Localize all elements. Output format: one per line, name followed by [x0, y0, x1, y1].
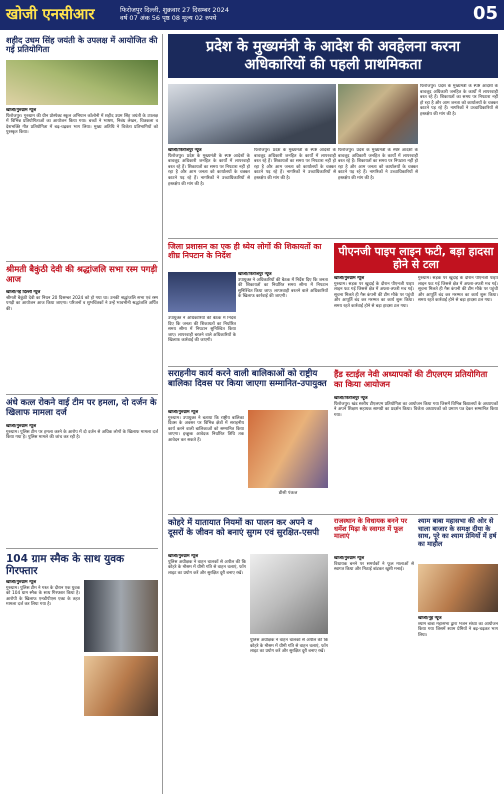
rajasthan-headline: राजस्थान के विधायक बनने पर धर्मेश मिढ़ा के स्वागत में फूल मालाएं [334, 517, 408, 541]
png-headline: पीएनजी पाइप लाइन फटी, बड़ा हादसा होने से टला [334, 243, 498, 273]
portrait-caption: डीसी पंकज [278, 491, 298, 496]
tribute-headline: श्रीमती बैकुंठी देवी की श्रद्धांजलि सभा रस्म पगड़ी आज [6, 265, 158, 285]
girl-child-headline: सराहनीय कार्य करने वाली बालिकाओं को राष्ट्रीय बालिका दिवस पर किया जाएगा सम्मानित-उपायुक्त [168, 369, 327, 389]
traffic-body-2: पुलिस अधीक्षक ने वाहन चालकों से अपील की कि कोहरे के मौसम में धीमी गति से वाहन चलाएं, फॉग लाइट का प्रयोग करें और सुरक्षित दूरी बनाए रखें। [250, 638, 328, 655]
smack-body: खोजी/गुरुग्राम न्यूज गुरुग्राम। पुलिस टीम ने गश्त के दौरान एक युवक को 104 ग्राम स्मैक के साथ गिरफ्तार किया है। आरोपी के खिलाफ एनडीपीएस एक्ट के तहत मामला दर्ज कर लिया गया है। [6, 580, 80, 608]
rajasthan-body: खोजी/गुरुग्राम न्यूज विधायक बनने पर समर्थकों ने फूल मालाओं से स्वागत किया और मिठाई बांटकर खुशी मनाई। [334, 556, 414, 573]
cm-body-col3: फिरोजपुर। प्रदेश के मुख्यमंत्री के स्पष्ट आदेशों के बावजूद अधिकारी जनहित के कार्यों में लापरवाही बरत रहे हैं। शिकायतों का समय पर निपटारा नहीं हो रहा है और आम जनता को कार्यालयों के चक्कर काटने पड़ रहे हैं। नागरिकों ने उच्चाधिकारियों से हस्तक्षेप की मांग की है। [420, 84, 498, 117]
portrait-photo [248, 410, 328, 488]
tribute-body: खोजी/नई दिल्ली न्यूज श्रीमती बैकुंठी देवी का निधन 20 दिसम्बर 2024 को हो गया था। उनकी श्रद्धांजलि सभा एवं रस्म पगड़ी का आयोजन आज किया जाएगा। परिजनों व शुभचिंतकों ने उन्हें भावभीनी श्रद्धांजलि अर्पित की। [6, 290, 158, 312]
martyr-headline: शहीद उधम सिंह जयंती के उपलक्ष में आयोजित की गई प्रतियोगिता [6, 35, 158, 55]
smack-headline: 104 ग्राम स्मैक के साथ युवक गिरफ्तार [6, 553, 125, 578]
girl-child-body: खोजी/गुरुग्राम न्यूज गुरुग्राम। उपायुक्त ने बताया कि राष्ट्रीय बालिका दिवस के अवसर पर विभिन्न क्षेत्रों में सराहनीय कार्य करने वाली बालिकाओं को सम्मानित किया जाएगा। इच्छुक आवेदक निर्धारित तिथि तक आवेदन कर सकते हैं। [168, 410, 244, 443]
blind-case-headline: अंधे कत्ल रोकने वाई टीम पर हमला, दो दर्जन के खिलाफ मामला दर्ज [6, 398, 157, 418]
students-photo [6, 60, 158, 105]
column-divider [162, 34, 163, 794]
shyam-body: खोजी/नूंह न्यूज श्याम बाबा महासभा द्वारा भजन संध्या का आयोजन किया गया जिसमें श्याम प्रेमियों ने बढ़-चढ़कर भाग लिया। [418, 616, 498, 638]
traffic-headline: कोहरे में यातायात नियमों का पालन कर अपने व दूसरों के जीवन को बनाएं सुगम एवं सुरक्षित-एसपी [168, 517, 320, 537]
divider [168, 366, 498, 367]
cm-body-col2b: फिरोजपुर। प्रदेश के मुख्यमंत्री के स्पष्ट आदेशों के बावजूद अधिकारी जनहित के कार्यों में लापरवाही बरत रहे हैं। शिकायतों का समय पर निपटारा नहीं हो रहा है और आम जनता को कार्यालयों के चक्कर काटने पड़ रहे हैं। नागरिकों ने उच्चाधिकारियों से हस्तक्षेप की मांग की है। [338, 148, 418, 181]
sp-photo [250, 554, 328, 634]
tlm-body: खोजी/फिरोजपुर न्यूज फिरोजपुर। खंड स्तरीय टीएलएम प्रतियोगिता का आयोजन किया गया जिसमें विभिन्न विद्यालयों के अध्यापकों ने अपने शिक्षण सहायक सामग्री का प्रदर्शन किया। विजेता अध्यापकों को प्रमाण पत्र देकर सम्मानित किया गया। [334, 396, 498, 418]
divider [6, 394, 158, 395]
newspaper-title: खोजी एनसीआर [6, 5, 95, 23]
district-body-2: उपायुक्त ने अधिकारियों की बैठक में निर्देश दिए कि जनता की शिकायतों का निर्धारित समय सीमा में निपटान सुनिश्चित किया जाए। लापरवाही बरतने वाले अधिकारियों के खिलाफ कार्रवाई की जाएगी। [168, 316, 236, 344]
bhajan-photo [418, 564, 498, 612]
divider [168, 514, 498, 515]
district-body: खोजी/फिरोजपुर न्यूज उपायुक्त ने अधिकारियों की बैठक में निर्देश दिए कि जनता की शिकायतों का निर्धारित समय सीमा में निपटान सुनिश्चित किया जाए। लापरवाही बरतने वाले अधिकारियों के खिलाफ कार्रवाई की जाएगी। [238, 272, 328, 300]
cm-body-col2: फिरोजपुर। प्रदेश के मुख्यमंत्री के स्पष्ट आदेशों के बावजूद अधिकारी जनहित के कार्यों में लापरवाही बरत रहे हैं। शिकायतों का समय पर निपटारा नहीं हो रहा है और आम जनता को कार्यालयों के चक्कर काटने पड़ रहे हैं। नागरिकों ने उच्चाधिकारियों से हस्तक्षेप की मांग की है। [254, 148, 336, 181]
blind-case-body: खोजी/गुरुग्राम न्यूज गुरुग्राम। पुलिस टीम पर हमला करने के आरोप में दो दर्जन से अधिक लोगों के खिलाफ मामला दर्ज किया गया है। पुलिस मामले की जांच कर रही है। [6, 424, 158, 441]
cm-body-col1: खोजी/फिरोजपुर न्यूज फिरोजपुर। प्रदेश के मुख्यमंत्री के स्पष्ट आदेशों के बावजूद अधिकारी जनहित के कार्यों में लापरवाही बरत रहे हैं। शिकायतों का समय पर निपटारा नहीं हो रहा है और आम जनता को कार्यालयों के चक्कर काटने पड़ रहे हैं। नागरिकों ने उच्चाधिकारियों से हस्तक्षेप की मांग की है। [168, 148, 250, 187]
page-number: 05 [472, 3, 498, 24]
car-photo [168, 84, 336, 144]
district-headline: जिला प्रशासन का एक ही ध्येय लोगों की शिकायतों का शीघ्र निपटान के निर्देश [168, 242, 322, 260]
divider [6, 261, 158, 262]
traffic-body: खोजी/गुरुग्राम न्यूज पुलिस अधीक्षक ने वाहन चालकों से अपील की कि कोहरे के मौसम में धीमी गति से वाहन चलाएं, फॉग लाइट का प्रयोग करें और सुरक्षित दूरी बनाए रखें। [168, 554, 246, 576]
divider [6, 548, 158, 549]
accused-photo [84, 656, 158, 716]
tlm-headline: हैंड स्टाईल नेवी अध्यापकों की टीएलएम प्रतियोगिता का किया आयोजन [334, 369, 488, 389]
shyam-headline: श्याम बाबा महासभा की ओर से चाला बाजार के समक्ष दीया के साथ, पूरे का श्याम प्रेमियों में हर्ष का माहौल [418, 517, 497, 548]
meeting-photo [168, 272, 236, 312]
png-body: खोजी/गुरुग्राम न्यूज गुरुग्राम। सड़क पर खुदाई के दौरान पीएनजी पाइप लाइन फट गई जिससे क्षेत्र में अफरा-तफरी मच गई। सूचना मिलते ही गैस कंपनी की टीम मौके पर पहुंची और आपूर्ति बंद कर मरम्मत का कार्य शुरू किया। समय रहते कार्रवाई होने से बड़ा हादसा टल गया। [334, 276, 414, 309]
cm-headline: प्रदेश के मुख्यमंत्री के आदेश की अवहेलना करना अधिकारियों की पहली प्राथमिकता [168, 34, 498, 78]
date-line: फिरोजपुर दिल्ली, शुक्रवार 27 दिसम्बर 2024 वर्ष 07 अंक 56 पृष्ठ 08 मूल्य 02 रुपये [120, 6, 229, 22]
masthead [0, 0, 504, 30]
office-photo [338, 84, 418, 144]
divider [168, 238, 498, 239]
arrest-photo [84, 580, 158, 652]
png-body-2: गुरुग्राम। सड़क पर खुदाई के दौरान पीएनजी पाइप लाइन फट गई जिससे क्षेत्र में अफरा-तफरी मच गई। सूचना मिलते ही गैस कंपनी की टीम मौके पर पहुंची और आपूर्ति बंद कर मरम्मत का कार्य शुरू किया। समय रहते कार्रवाई होने से बड़ा हादसा टल गया। [418, 276, 498, 304]
martyr-body: खोजी/गुरुग्राम न्यूज फिरोजपुर। गुरुग्राम की ग्रीन प्रोस्पेक्ट स्कूल अभियान कॉलोनी में शहीद उधम सिंह जयंती के उपलक्ष में विभिन्न प्रतियोगिताओं का आयोजन किया गया। बच्चों ने भाषण, निबंध लेखन, चित्रकला व देशभक्ति गीत प्रतियोगिता में बढ़-चढ़कर भाग लिया। मुख्य अतिथि ने विजेता प्रतिभागियों को पुरस्कृत किया। [6, 108, 158, 136]
